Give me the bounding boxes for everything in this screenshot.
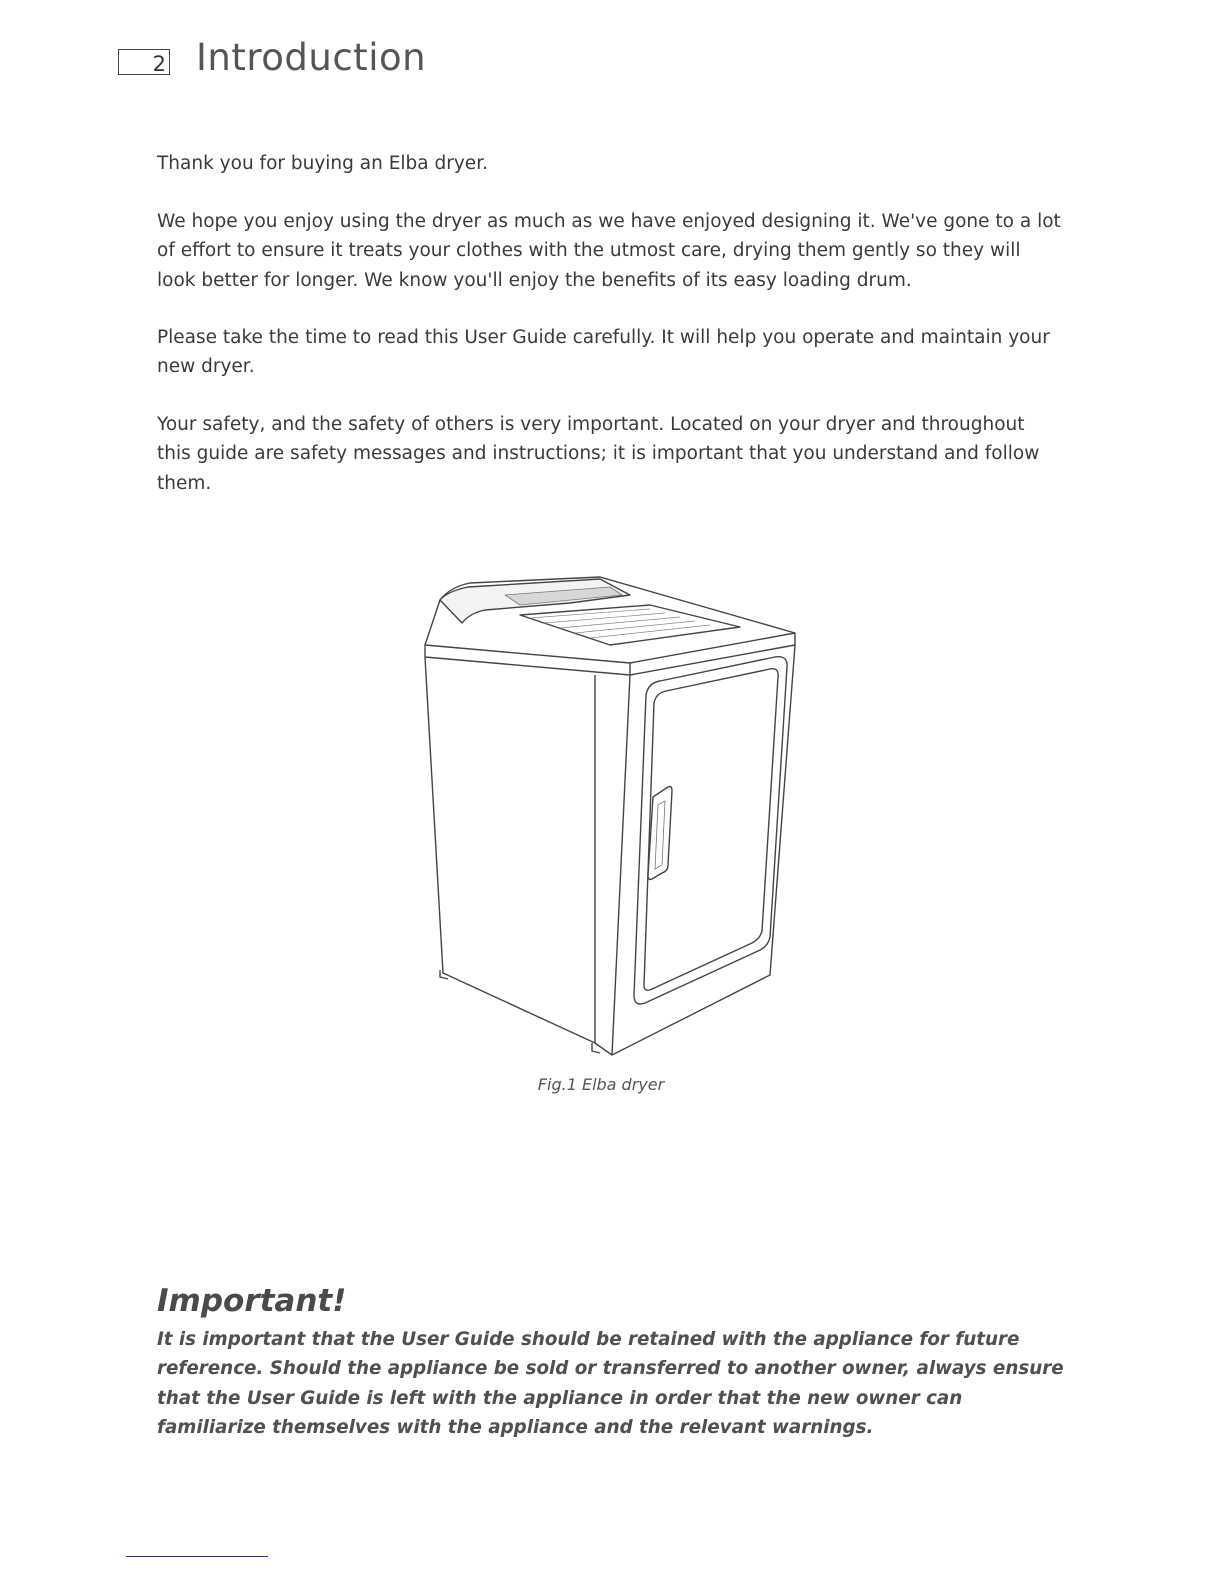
dryer-illustration-icon — [410, 565, 810, 1065]
page-number: 2 — [152, 52, 166, 76]
figure-caption: Fig.1 Elba dryer — [537, 1075, 665, 1094]
page-title: Introduction — [196, 36, 427, 79]
intro-paragraph-design: We hope you enjoy using the dryer as much as we have enjoyed designing it. We've gone to a lot of effort to ensure it treats your clothes with the utmost care, drying them gently so they will look better for longer. We know you'll enjoy the benefits of its easy loading drum. — [157, 211, 1061, 291]
important-notice-text: It is important that the User Guide should be retained with the appliance for future reference. Should the appliance be sold or transferred to another owner, always ensure that the User Guide is left with the appliance in order that the new owner can familiarize themselves with the appliance and the relevant warnings. — [157, 1329, 1064, 1438]
important-heading: Important! — [157, 1283, 347, 1319]
bottom-divider — [126, 1556, 268, 1557]
dryer-figure — [410, 565, 810, 1065]
page-number-box — [118, 49, 170, 75]
intro-paragraph-safety: Your safety, and the safety of others is very important. Located on your dryer and throughout this guide are safety messages and instructions; it is important that you understand and follow them. — [157, 414, 1040, 494]
intro-paragraph-thanks: Thank you for buying an Elba dryer. — [157, 153, 488, 174]
intro-paragraph-read-guide: Please take the time to read this User Guide carefully. It will help you operate and maintain your new dryer. — [157, 327, 1050, 378]
